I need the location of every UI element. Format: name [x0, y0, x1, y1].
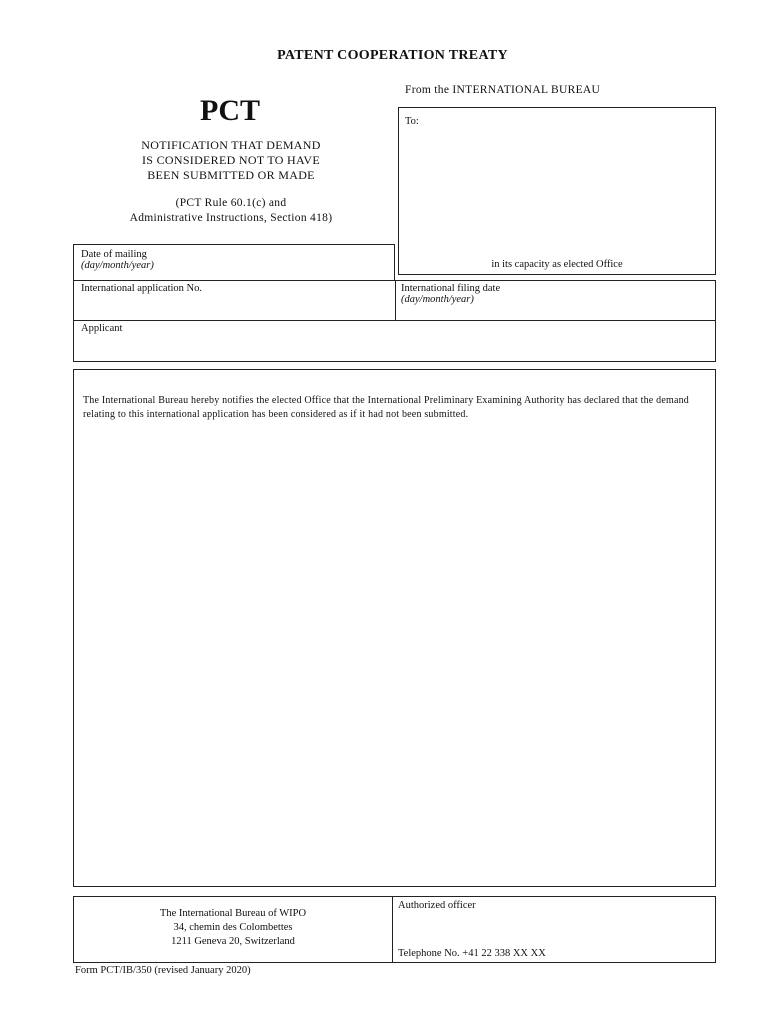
filing-date-format-hint: (day/month/year) [401, 294, 474, 305]
wipo-address [74, 907, 392, 949]
capacity-label: in its capacity as elected Office [491, 259, 623, 270]
applicant-field[interactable] [73, 320, 716, 362]
form-id: Form PCT/IB/350 (revised January 2020) [75, 965, 251, 976]
applicant-label: Applicant [81, 323, 123, 334]
notification-title [100, 138, 362, 183]
notification-line: NOTIFICATION THAT DEMAND [141, 138, 321, 152]
international-application-no-label[interactable]: International application No. [81, 283, 203, 294]
telephone-label: Telephone No. +41 22 338 XX XX [398, 948, 546, 959]
notification-box [73, 369, 716, 887]
notification-line: IS CONSIDERED NOT TO HAVE [142, 153, 320, 167]
date-of-mailing-label: Date of mailing [81, 249, 147, 260]
date-of-mailing-field[interactable] [73, 244, 395, 281]
authorized-officer-label[interactable]: Authorized officer [398, 900, 476, 911]
form-title: PATENT COOPERATION TREATY [277, 48, 508, 63]
rule-line: Administrative Instructions, Section 418) [129, 212, 333, 224]
date-format-hint: (day/month/year) [81, 260, 154, 271]
signature-divider [392, 897, 393, 962]
to-box[interactable] [398, 107, 716, 275]
signature-box [73, 896, 716, 963]
to-label: To: [405, 116, 419, 127]
rule-reference [80, 196, 382, 226]
from-line: From the INTERNATIONAL BUREAU [405, 84, 601, 96]
address-line: The International Bureau of WIPO [159, 908, 307, 919]
notification-text: The International Bureau hereby notifies the elected Office that the International Preliminary Examining Authority has declared that the demand relating to this international application has been considered as if it had not been submitted. [83, 395, 689, 420]
application-row [73, 280, 716, 321]
rule-line: (PCT Rule 60.1(c) and [175, 197, 287, 209]
row-divider [395, 281, 396, 320]
notification-line: BEEN SUBMITTED OR MADE [147, 168, 315, 182]
pct-heading: PCT [200, 94, 260, 127]
address-line: 34, chemin des Colombettes [173, 922, 293, 933]
address-line: 1211 Geneva 20, Switzerland [171, 936, 295, 947]
international-filing-date-label[interactable]: International filing date [401, 283, 501, 294]
